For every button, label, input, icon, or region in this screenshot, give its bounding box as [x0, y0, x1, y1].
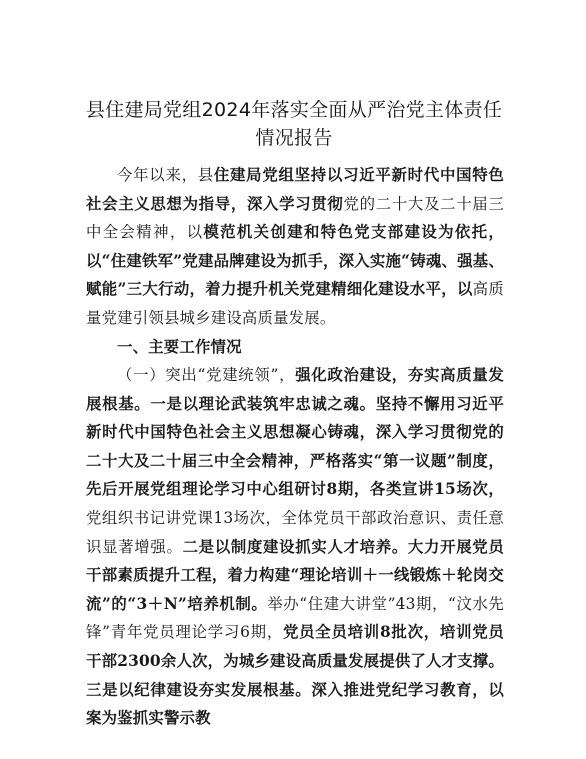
intro-text: 高质量党建引领县城乡建设高质量发展。	[86, 280, 504, 327]
document-title: 县住建局党组2024年落实全面从严治党主体责任情况报告	[85, 99, 503, 149]
section-text: 党组织书记讲党课13场次，全体党员干部政治意识、责任意识显著增强。	[86, 508, 504, 556]
intro-text: 住建局党组坚持以习近平新时代中国特色社会主义思想为指导，深入学习贯彻	[86, 166, 504, 213]
intro-text: 今年以来，县	[117, 166, 214, 184]
section-text: 坚持不懈用习近平新时代中国特色社会主义思想凝心铸魂，深入学习贯彻党的二十大及二十届三中全会精神，严格落实“第一议题”制度，先后开展党组理论学习中心组研讨8期，各类宣讲15场次，	[86, 394, 504, 499]
section-text: 夯实高质量发展根基。一是以理论武装筑牢忠诚之魂。	[86, 366, 505, 413]
intro-text: 模范机关创建和特色党支部建设为依托，以“住建铁军”党建品牌建设为抓手，深入实施“铸魂、强基、赋能”三大行动，着力提升机关党建精细化建设水平，以	[86, 223, 504, 299]
section-text: 二是以制度建设抓实人才培养。大力开展党员干部素质提升工程，着力构建“理论培训＋一线锻炼＋轮岗交流”的“3＋N”培养机制。	[86, 537, 504, 613]
section-text: （一）突出“党建统领”，	[117, 366, 296, 384]
intro-text: 党的二十大及二十届三中全会精神，以	[86, 194, 504, 242]
section-heading: 一、主要工作情况	[117, 338, 242, 356]
section-paragraph	[86, 361, 504, 733]
section-text: 党员全员培训8批次，培训党员干部2300余人次，为城乡建设高质量发展提供了人才支撑。三是以纪律建设夯实发展根基。深入推进党纪学习教育，以案为鉴抓实警示教	[86, 623, 504, 728]
section-text: 强化政治建设，	[295, 366, 408, 384]
intro-paragraph	[86, 161, 504, 333]
section-text: 举办“住建大讲堂”43期，“汶水先锋”青年党员理论学习6期，	[86, 594, 504, 642]
